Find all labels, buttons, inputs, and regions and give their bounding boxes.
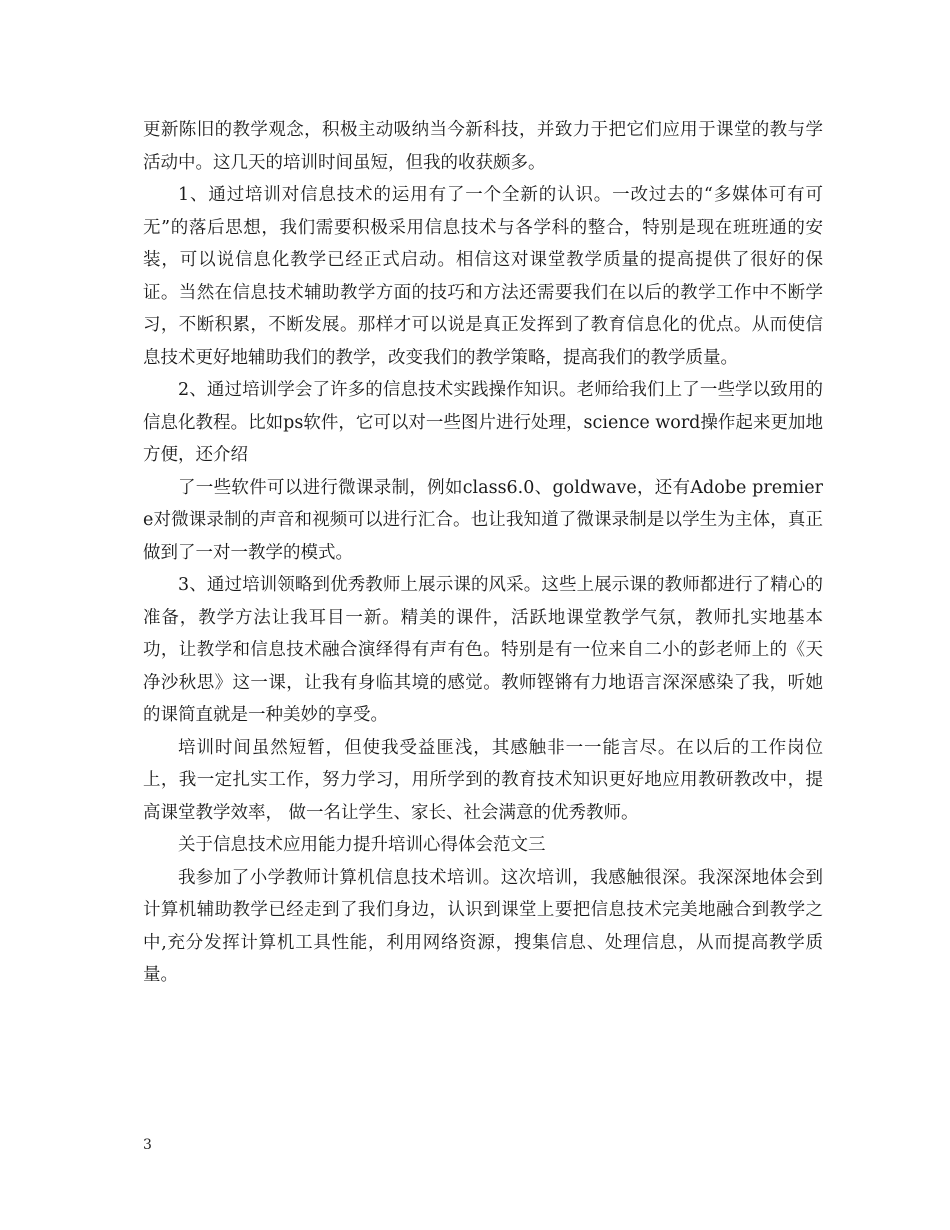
paragraph-1: 更新陈旧的教学观念，积极主动吸纳当今新科技，并致力于把它们应用于课堂的教与学活动中。这几天的培训时间虽短，但我的收获颇多。 (143, 120, 823, 173)
paragraph-2: 1、通过培训对信息技术的运用有了一个全新的认识。一改过去的“多媒体可有可无”的落后思想，我们需要积极采用信息技术与各学科的整合，特别是现在班班通的安装，可以说信息化教学已经正式启动。相信这对课堂教学质量的提高提供了很好的保证。当然在信息技术辅助教学方面的技巧和方法还需要我们在以后的教学工作中不断学习，不断积累，不断发展。那样才可以说是真正发挥到了教育信息化的优点。从而使信息技术更好地辅助我们的教学，改变我们的教学策略，提高我们的教学质量。 (143, 185, 823, 368)
paragraph-6: 培训时间虽然短暂，但使我受益匪浅，其感触非一一能言尽。在以后的工作岗位上，我一定扎实工作，努力学习，用所学到的教育技术知识更好地应用教研教改中，提高课堂教学效率， 做一名让学生、家长、社会满意的优秀教师。 (143, 737, 823, 823)
section-heading: 关于信息技术应用能力提升培训心得体会范文三 (178, 835, 546, 855)
paragraph-5: 3、通过培训领略到优秀教师上展示课的风采。这些上展示课的教师都进行了精心的准备，教学方法让我耳目一新。精美的课件，活跃地课堂教学气氛，教师扎实地基本功，让教学和信息技术融合演绎得有声有色。特别是有一位来自二小的彭老师上的《天净沙秋思》这一课，让我有身临其境的感觉。教师铿锵有力地语言深深感染了我，听她的课简直就是一种美妙的享受。 (143, 575, 823, 725)
paragraph-3: 2、通过培训学会了许多的信息技术实践操作知识。老师给我们上了一些学以致用的信息化教程。比如ps软件，它可以对一些图片进行处理，science word操作起来更加地方便，还介绍 (143, 380, 823, 465)
page-number: 3 (143, 1137, 152, 1153)
paragraph-4: 了一些软件可以进行微课录制，例如class6.0、goldwave，还有Adobe premiere对微课录制的声音和视频可以进行汇合。也让我知道了微课录制是以学生为主体，真正做到了一对一教学的模式。 (143, 477, 823, 563)
document-body (143, 114, 823, 992)
paragraph-7: 我参加了小学教师计算机信息技术培训。这次培训，我感触很深。我深深地体会到计算机辅助教学已经走到了我们身边，认识到课堂上要把信息技术完美地融合到教学之中,充分发挥计算机工具性能，利用网络资源，搜集信息、处理信息，从而提高教学质量。 (143, 867, 823, 985)
